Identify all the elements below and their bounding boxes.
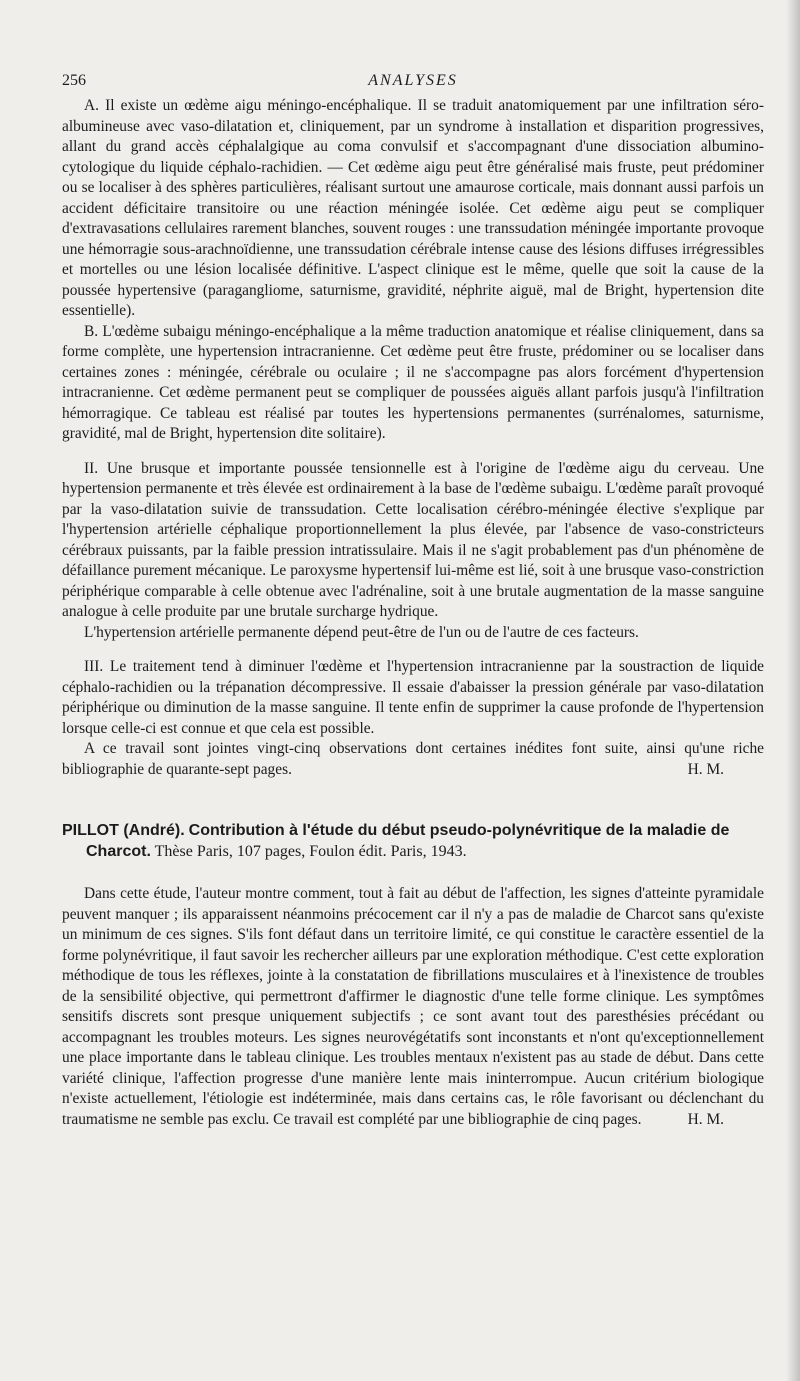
paragraph-a: A. Il existe un œdème aigu méningo-encéphalique. Il se traduit anatomiquement par une infiltration séro-albumineuse avec vaso-dilatation et, cliniquement, par un syndrome à installation et disparition progressives, allant du grand accès céphalalgique au coma convulsif et s'accompagnant d'une dissociation albumino-cytologique du liquide céphalo-rachidien. — Cet œdème aigu peut être généralisé mais fruste, peut prédominer ou se localiser à des sphères particulières, réalisant surtout une amaurose corticale, mais donnant aussi parfois un accident déficitaire transitoire ou une réaction méningée isolée. Cet œdème aigu peut se compliquer d'extravasations cellulaires rarement blanches, souvent rouges : une transsudation méningée importante provoque une hémorragie sous-arachnoïdienne, une transsudation cérébrale intense cause des lésions diffuses irrégressibles et mortelles ou une lésion localisée définitive. L'aspect clinique est le même, quelle que soit la cause de la poussée hypertensive (paragangliome, saturnisme, gravidité, néphrite aiguë, mal de Bright, hypertension dite essentielle). [62,97,764,319]
review-1 [62,96,764,780]
paragraph-ii-conclusion: L'hypertension artérielle permanente dépend peut-être de l'un ou de l'autre de ces facteurs. [84,623,639,641]
page-edge-shadow [786,0,800,1381]
paragraph-ii: II. Une brusque et importante poussée tensionnelle est à l'origine de l'œdème aigu du cerveau. Une hypertension permanente et très élevée est ordinairement à la base de l'œdème subaigu. L'œdème paraît provoqué par la vaso-dilatation suivie de transsudation. Cette localisation cérébro-méningée élective s'explique par l'hypertension artérielle céphalique proportionnellement la plus élevée, par l'absence de vaso-constricteurs cérébraux puissants, par la faible pression intratissulaire. Mais il ne s'agit probablement pas d'un phénomène de défaillance purement mécanique. Le paroxysme hypertensif lui-même est lié, soit à une brusque vaso-constriction périphérique comparable à celle obtenue avec l'adrénaline, soit à une brutale augmentation de la masse sanguine analogue à celle produite par une brutale surcharge hydrique. [62,459,764,620]
review-body-text: Dans cette étude, l'auteur montre comment, tout à fait au début de l'affection, les signes d'atteinte pyramidale peuvent manquer ; ils apparaissent néanmoins précocement car il n'y a pas de maladie de Charcot sans qu'existe un minimum de ces signes. S'ils font défaut dans un territoire limité, ce qui constitue le caractère essentiel de la forme polynévritique, il faut savoir les rechercher ailleurs par une exploration méthodique. C'est cette exploration méthodique de tous les réflexes, jointe à la constatation de fibrillations musculaires et à l'inexistence de troubles de la sensibilité objective, qui permettront d'affirmer le diagnostic d'une telle forme clinique. Les symptômes sensitifs discrets sont presque uniquement subjectifs ; ce sont avant tout des paresthésies précédant ou accompagnant les troubles moteurs. Les signes neurovégétatifs sont inconstants et n'ont qu'exceptionnellement une place importante dans le tableau clinique. Les troubles mentaux n'existent pas au stade de début. Dans cette variété clinique, l'affection progresse d'une manière lente mais ininterrompue. Aucun critérium biologique n'existe actuellement, l'étiologie est indéterminée, mais dans certains cas, le rôle favorisant ou déclenchant du traumatisme ne semble pas exclu. Ce travail est complété par une bibliographie de cinq pages. [62,885,764,1128]
paragraph-b: B. L'œdème subaigu méningo-encéphalique a la même traduction anatomique et réalise cliniquement, dans sa forme complète, une hypertension intracranienne. Cet œdème peut être fruste, prédominer ou se localiser dans certaines zones : méningée, cérébrale ou oculaire ; il ne s'accompagne pas alors forcément d'hypertension intracranienne. Cet œdème permanent peut se compliquer de poussées aiguës allant parfois jusqu'à l'infiltration hémorragique. Ce tableau est réalisé par toutes les hypertensions permanentes (surrénalomes, saturnisme, gravidité, mal de Bright, hypertension dite solitaire). [62,322,764,442]
review-2-heading [62,820,764,862]
review-title: Contribution à l'étude du début pseudo-polynévritique de la maladie de Charcot. [86,822,730,860]
closing-text: A ce travail sont jointes vingt-cinq observations dont certaines inédites font suite, ainsi qu'une riche bibliographie de quarante-sept pages. [62,740,764,778]
signature: H. M. [687,1110,724,1128]
review-body [62,884,764,1130]
signature: H. M. [687,760,724,778]
closing-paragraph [62,739,764,780]
review-2 [62,884,764,1130]
spacer [62,445,764,459]
review-publication: Thèse Paris, 107 pages, Foulon édit. Paris, 1943. [154,843,467,860]
review-author: PILLOT (André). [62,822,185,839]
page-number: 256 [62,72,86,89]
running-head [62,72,764,96]
spacer [62,643,764,657]
paragraph-iii: III. Le traitement tend à diminuer l'œdème et l'hypertension intracranienne par la soustraction de liquide céphalo-rachidien ou la trépanation décompressive. Il essaie d'abaisser la pression générale par vaso-dilatation périphérique ou diminution de la masse sanguine. Il tente enfin de supprimer la cause profonde de l'hypertension lorsque celle-ci est connue et que cela est possible. [62,658,764,737]
running-title: ANALYSES [368,72,458,89]
